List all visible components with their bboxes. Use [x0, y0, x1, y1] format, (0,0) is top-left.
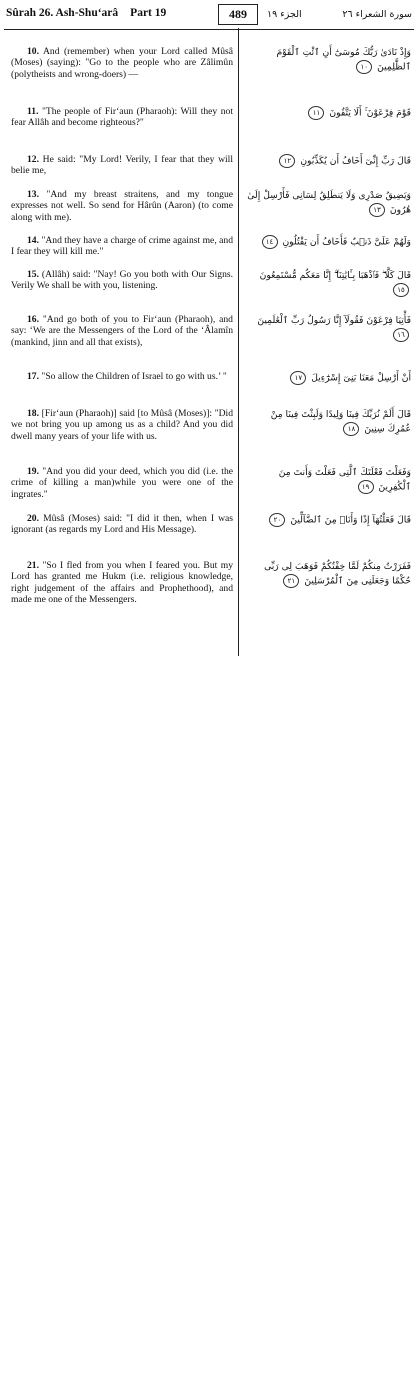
verse-arabic — [245, 466, 411, 495]
verse-arabic — [245, 189, 411, 218]
verse-translation — [11, 314, 233, 348]
ayah-marker: ١٤ — [262, 235, 278, 249]
ayah-marker: ١٥ — [393, 283, 409, 297]
ayah-marker: ١٨ — [343, 422, 359, 436]
ayah-marker: ١٣ — [369, 203, 385, 217]
arabic-text: قَوْمَ فِرْعَوْنَ ۚ أَلَا يَتَّقُونَ — [329, 107, 411, 119]
arabic-text: أَنْ أَرْسِلْ مَعَنَا بَنِىٓ إِسْرَٰٓءِيلَ — [311, 372, 411, 384]
header-left — [6, 7, 166, 19]
verse-translation — [11, 106, 233, 129]
verse-arabic — [245, 371, 411, 386]
verse-arabic — [245, 106, 411, 121]
verse-number: 19. — [27, 466, 39, 477]
ayah-marker: ١٢ — [279, 154, 295, 168]
arabic-text: وَفَعَلْتَ فَعْلَتَكَ ٱلَّتِى فَعَلْتَ وَأَنتَ مِنَ ٱلْكَٰفِرِينَ — [278, 467, 411, 493]
verse-arabic — [245, 513, 411, 528]
verse-text: "So I fled from you when I feared you. But my Lord has granted me Hukm (i.e. religious knowledge, right judgement of the affairs and Prophethood), and made me one of the Messengers. — [11, 560, 233, 605]
surah-arabic: سورة الشعراء ٢٦ — [342, 9, 412, 20]
arabic-text: قَالَ رَبِّ إِنِّىٓ أَخَافُ أَن يُكَذِّبُونِ — [300, 155, 411, 167]
arabic-text: قَالَ كَلَّا ۖ فَٱذْهَبَا بِـَٔايَٰتِنَآ ۖ إِنَّا مَعَكُم مُّسْتَمِعُونَ — [259, 270, 411, 281]
verse-arabic — [245, 560, 411, 589]
verse-translation — [11, 189, 233, 223]
part-label: Part 19 — [130, 7, 167, 19]
arabic-text: وَيَضِيقُ صَدْرِى وَلَا يَنطَلِقُ لِسَانِى فَأَرْسِلْ إِلَىٰ هَٰرُونَ — [247, 190, 411, 216]
verse-number: 13. — [27, 189, 39, 200]
column-divider — [238, 28, 239, 656]
verse-arabic — [245, 46, 411, 75]
verse-number: 14. — [27, 235, 39, 246]
ayah-marker: ١٦ — [393, 328, 409, 342]
verse-translation — [11, 46, 233, 80]
verse-number: 11. — [27, 106, 39, 117]
ayah-marker: ١١ — [308, 106, 324, 120]
arabic-text: فَأْتِيَا فِرْعَوْنَ فَقُولَآ إِنَّا رَسُولُ رَبِّ ٱلْعَٰلَمِينَ — [257, 315, 411, 326]
verse-arabic — [245, 314, 411, 343]
verse-text: And (remember) when your Lord called Mûsâ (Moses) (saying): "Go to the people who are Zâlimûn (polytheists and wrong-doers) — — [11, 46, 233, 80]
verse-text: [Fir‘aun (Pharaoh)] said [to Mûsâ (Moses)]: "Did we not bring you up among us as a child? And you did dwell many years of your life with us. — [11, 408, 234, 442]
page-number: 489 — [218, 4, 258, 25]
ayah-marker: ٢١ — [283, 574, 299, 588]
verse-text: "And they have a charge of crime against me, and I fear they will kill me." — [11, 235, 233, 258]
verse-arabic — [245, 235, 411, 250]
juz-arabic: الجزء ١٩ — [267, 9, 302, 20]
verse-arabic — [245, 154, 411, 169]
verse-text: "And my breast straitens, and my tongue expresses not well. So send for Hârûn (Aaron) (to come along with me). — [11, 189, 233, 223]
arabic-text: وَإِذْ نَادَىٰ رَبُّكَ مُوسَىٰٓ أَنِ ٱئْتِ ٱلْقَوْمَ ٱلظَّٰلِمِينَ — [276, 47, 411, 73]
arabic-text: قَالَ فَعَلْتُهَآ إِذًا وَأَنَا۠ مِنَ ٱلضَّآلِّينَ — [290, 514, 411, 526]
verse-text: Mûsâ (Moses) said: "I did it then, when I was ignorant (as regards my Lord and His Message). — [11, 513, 233, 536]
verse-number: 15. — [27, 269, 39, 280]
ayah-marker: ١٩ — [358, 480, 374, 494]
verse-translation — [11, 466, 233, 500]
verse-number: 17. — [27, 371, 39, 382]
verse-number: 20. — [27, 513, 39, 524]
surah-title: Sûrah 26. Ash-Shu‘arâ — [6, 7, 119, 19]
verse-translation — [11, 235, 233, 258]
ayah-marker: ١٠ — [356, 60, 372, 74]
verse-text: "And you did your deed, which you did (i.e. the crime of killing a man)while you were one of the ingrates." — [11, 466, 234, 500]
verse-text: "And go both of you to Fir‘aun (Pharaoh), and say: ‘We are the Messengers of the Lord of the ‘Âlamîn (mankind, jinn and all that exists), — [11, 314, 233, 348]
verse-number: 16. — [27, 314, 39, 325]
verse-translation — [11, 408, 233, 442]
arabic-text: قَالَ أَلَمْ نُرَبِّكَ فِينَا وَلِيدًا وَلَبِثْتَ فِينَا مِنْ عُمُرِكَ سِنِينَ — [270, 409, 411, 435]
page-header — [4, 5, 414, 30]
verse-text: "The people of Fir‘aun (Pharaoh): Will they not fear Allâh and become righteous?" — [11, 106, 233, 129]
verse-text: "So allow the Children of Israel to go with us.’ " — [41, 371, 227, 382]
ayah-marker: ٢٠ — [269, 513, 285, 527]
verse-translation — [11, 513, 233, 536]
verse-arabic — [245, 408, 411, 437]
arabic-text: وَلَهُمْ عَلَىَّ ذَنۢبٌ فَأَخَافُ أَن يَقْتُلُونِ — [282, 236, 411, 248]
arabic-text: فَفَرَرْتُ مِنكُمْ لَمَّا خِفْتُكُمْ فَوَهَبَ لِى رَبِّى حُكْمًا وَجَعَلَنِى مِنَ ٱلْمُرْسَلِينَ — [264, 561, 411, 587]
page — [0, 0, 420, 605]
verse-translation — [11, 269, 233, 292]
verse-number: 21. — [27, 560, 39, 571]
verse-number: 12. — [27, 154, 39, 165]
verse-arabic — [245, 269, 411, 298]
verse-text: (Allâh) said: "Nay! Go you both with Our Signs. Verily We shall be with you, listening. — [11, 269, 233, 292]
verse-translation — [11, 154, 233, 177]
verse-text: He said: "My Lord! Verily, I fear that they will belie me, — [11, 154, 233, 177]
verse-number: 10. — [27, 46, 39, 57]
verse-number: 18. — [27, 408, 39, 419]
verse-translation — [11, 371, 233, 382]
verse-translation — [11, 560, 233, 605]
ayah-marker: ١٧ — [290, 371, 306, 385]
